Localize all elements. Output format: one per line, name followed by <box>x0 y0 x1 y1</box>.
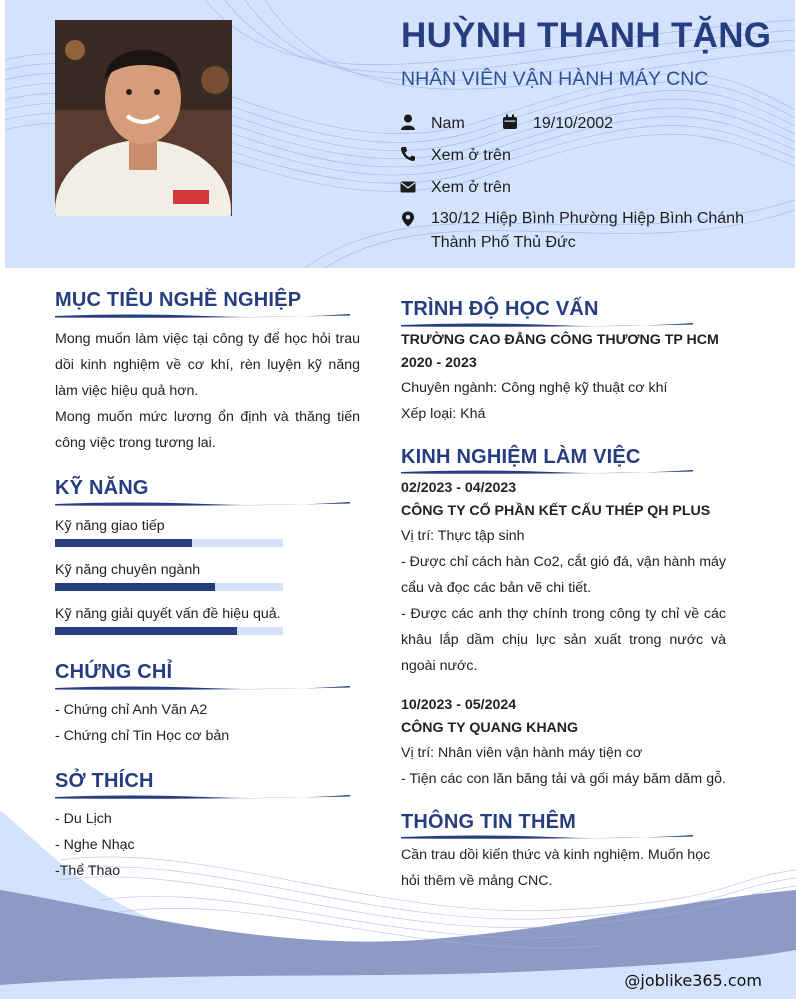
title-underline <box>401 320 693 328</box>
skill-bar <box>55 627 283 635</box>
job-period: 02/2023 - 04/2023 <box>401 480 517 496</box>
skill-label: Kỹ năng giải quyết vấn đề hiệu quả. <box>55 606 281 622</box>
job-position: Vị trí: Nhân viên vận hành máy tiện cơ <box>401 745 643 761</box>
envelope-icon <box>400 179 416 195</box>
skill-label: Kỹ năng chuyên ngành <box>55 562 201 578</box>
title-underline <box>401 467 693 475</box>
hobbies-title: SỞ THÍCH <box>55 770 154 792</box>
calendar-icon <box>502 114 518 130</box>
hobby-item: - Nghe Nhạc <box>55 837 135 853</box>
title-underline <box>55 499 350 507</box>
address-line-2: Thành Phố Thủ Đức <box>431 234 576 251</box>
job-description: - Được chỉ cách hàn Co2, cắt gió đá, vận hành máy cẩu và đọc các bản vẽ chi tiết. <box>401 554 726 596</box>
title-underline <box>55 792 350 800</box>
education-school: TRƯỜNG CAO ĐẲNG CÔNG THƯƠNG TP HCM <box>401 332 719 348</box>
gender-value: Nam <box>431 115 465 132</box>
skill-bar <box>55 583 283 591</box>
skill-bar-fill <box>55 583 215 591</box>
skill-label: Kỹ năng giao tiếp <box>55 518 165 534</box>
job-title: NHÂN VIÊN VẬN HÀNH MÁY CNC <box>401 68 709 90</box>
title-underline <box>55 683 350 691</box>
certificate-item: - Chứng chỉ Anh Văn A2 <box>55 702 208 718</box>
skill-bar-fill <box>55 627 237 635</box>
job-description: - Được các anh thợ chính trong công ty chỉ về các khâu lắp dầm chịu lực sản xuất trong nước và ngoài nước. <box>401 606 726 674</box>
certificate-item: - Chứng chỉ Tin Học cơ bản <box>55 728 230 744</box>
skill-bar <box>55 539 283 547</box>
job-description: - Tiện các con lăn băng tải và gối máy băm dăm gỗ. <box>401 771 726 787</box>
title-underline <box>55 311 350 319</box>
job-company: CÔNG TY CỔ PHẦN KẾT CẤU THÉP QH PLUS <box>401 503 711 519</box>
profile-photo <box>55 20 232 216</box>
decorative-bottom-waves <box>0 800 796 999</box>
job-company: CÔNG TY QUANG KHANG <box>401 720 579 736</box>
location-pin-icon <box>400 211 416 227</box>
candidate-name: HUỲNH THANH TẶNG <box>401 16 772 55</box>
person-icon <box>400 114 416 130</box>
hobby-item: -Thể Thao <box>55 863 121 879</box>
objective-title: MỤC TIÊU NGHỀ NGHIỆP <box>55 289 302 311</box>
objective-paragraph-2: Mong muốn mức lương ổn định và thăng tiến công việc trong tương lai. <box>55 409 360 451</box>
education-title: TRÌNH ĐỘ HỌC VẤN <box>401 298 599 320</box>
skill-bar-fill <box>55 539 192 547</box>
education-major: Chuyên ngành: Công nghệ kỹ thuật cơ khí <box>401 380 668 396</box>
objective-paragraph-1: Mong muốn làm việc tại công ty để học hỏi trau dồi kinh nghiệm về cơ khí, rèn luyện kỹ năng làm việc hiệu quả hơn. <box>55 331 360 399</box>
phone-value: Xem ở trên <box>431 147 511 164</box>
education-grade: Xếp loại: Khá <box>401 406 486 422</box>
more-info-text: Cần trau dồi kiến thức và kinh nghiệm. Muốn học hỏi thêm về mảng CNC. <box>401 847 711 889</box>
skills-title: KỸ NĂNG <box>55 477 149 499</box>
title-underline <box>401 832 693 840</box>
job-position: Vị trí: Thực tập sinh <box>401 528 525 544</box>
more-info-title: THÔNG TIN THÊM <box>401 811 577 833</box>
job-period: 10/2023 - 05/2024 <box>401 697 517 713</box>
education-period: 2020 - 2023 <box>401 355 477 371</box>
watermark: @joblike365.com <box>624 971 762 990</box>
certificates-title: CHỨNG CHỈ <box>55 661 173 683</box>
address-line-1: 130/12 Hiệp Bình Phường Hiệp Bình Chánh <box>431 210 744 227</box>
experience-title: KINH NGHIỆM LÀM VIỆC <box>401 446 641 468</box>
birthdate-value: 19/10/2002 <box>533 115 614 132</box>
phone-icon <box>400 146 416 162</box>
hobby-item: - Du Lịch <box>55 811 112 827</box>
email-value: Xem ở trên <box>431 179 511 196</box>
